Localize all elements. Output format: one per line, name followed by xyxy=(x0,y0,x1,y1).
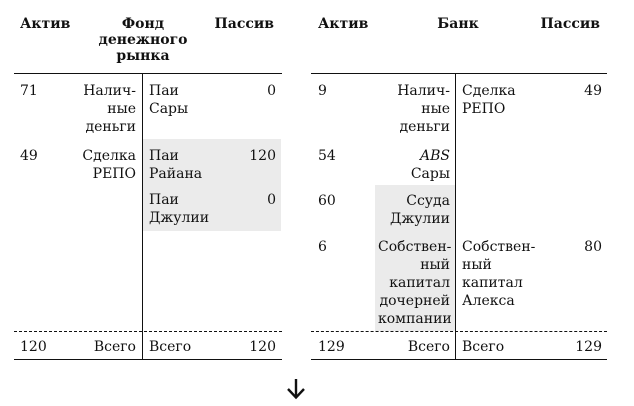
left-liability-value-2: 120 xyxy=(249,148,276,164)
left-liability-label-2: Паи Райана xyxy=(149,148,203,182)
right-total-asset-label: Всего xyxy=(407,339,450,355)
right-asset-header: Актив xyxy=(318,16,369,32)
right-asset-label-3: Ссуда Джулии xyxy=(389,193,450,227)
right-total-asset-value: 129 xyxy=(318,339,345,355)
right-total-dashed-rule xyxy=(311,331,607,332)
left-asset-value-2: 49 xyxy=(20,148,38,164)
left-total-asset-value: 120 xyxy=(20,339,47,355)
right-liability-value-1: 49 xyxy=(584,83,602,99)
down-arrow-icon xyxy=(286,378,306,400)
right-asset-value-2: 54 xyxy=(318,148,336,164)
left-title xyxy=(98,16,188,64)
right-asset-label-2-name: Сары xyxy=(410,166,450,182)
right-liability-label-2: Собствен-ный капитал Алекса xyxy=(462,239,536,309)
right-asset-label-2-abs: ABS xyxy=(420,148,450,164)
left-total-liability-value: 120 xyxy=(249,339,276,355)
right-title: Банк xyxy=(437,16,479,32)
left-total-asset-label: Всего xyxy=(93,339,136,355)
right-asset-label-2 xyxy=(382,147,450,183)
left-asset-value-1: 71 xyxy=(20,83,38,99)
left-title-text: Фонд денежного рынка xyxy=(98,16,188,64)
left-asset-label-2: Сделка РЕПО xyxy=(82,148,136,182)
right-total-liability-label: Всего xyxy=(462,339,505,355)
left-top-rule xyxy=(14,73,282,74)
left-total-dashed-rule xyxy=(14,331,282,332)
right-liability-header: Пассив xyxy=(540,16,600,32)
right-asset-label-1: Налич-ные деньги xyxy=(397,83,450,135)
right-top-rule xyxy=(311,73,607,74)
left-bottom-rule xyxy=(14,359,282,360)
right-bottom-rule xyxy=(311,359,607,360)
left-asset-header: Актив xyxy=(20,16,71,32)
left-liability-label-3: Паи Джулии xyxy=(149,192,210,226)
right-asset-value-4: 6 xyxy=(318,239,327,255)
left-center-rule xyxy=(142,73,143,359)
left-liability-label-1: Паи Сары xyxy=(149,83,189,117)
left-asset-label-1: Налич-ные деньги xyxy=(83,83,136,135)
left-total-liability-label: Всего xyxy=(149,339,192,355)
left-liability-value-3: 0 xyxy=(267,192,276,208)
left-liability-header: Пассив xyxy=(214,16,274,32)
right-total-liability-value: 129 xyxy=(575,339,602,355)
right-center-rule xyxy=(455,73,456,359)
left-liability-value-1: 0 xyxy=(267,83,276,99)
right-asset-label-4: Собствен-ный капитал дочерней компании xyxy=(378,239,452,327)
right-asset-value-1: 9 xyxy=(318,83,327,99)
right-asset-value-3: 60 xyxy=(318,193,336,209)
right-liability-label-1: Сделка РЕПО xyxy=(462,83,516,117)
right-liability-value-2: 80 xyxy=(584,239,602,255)
